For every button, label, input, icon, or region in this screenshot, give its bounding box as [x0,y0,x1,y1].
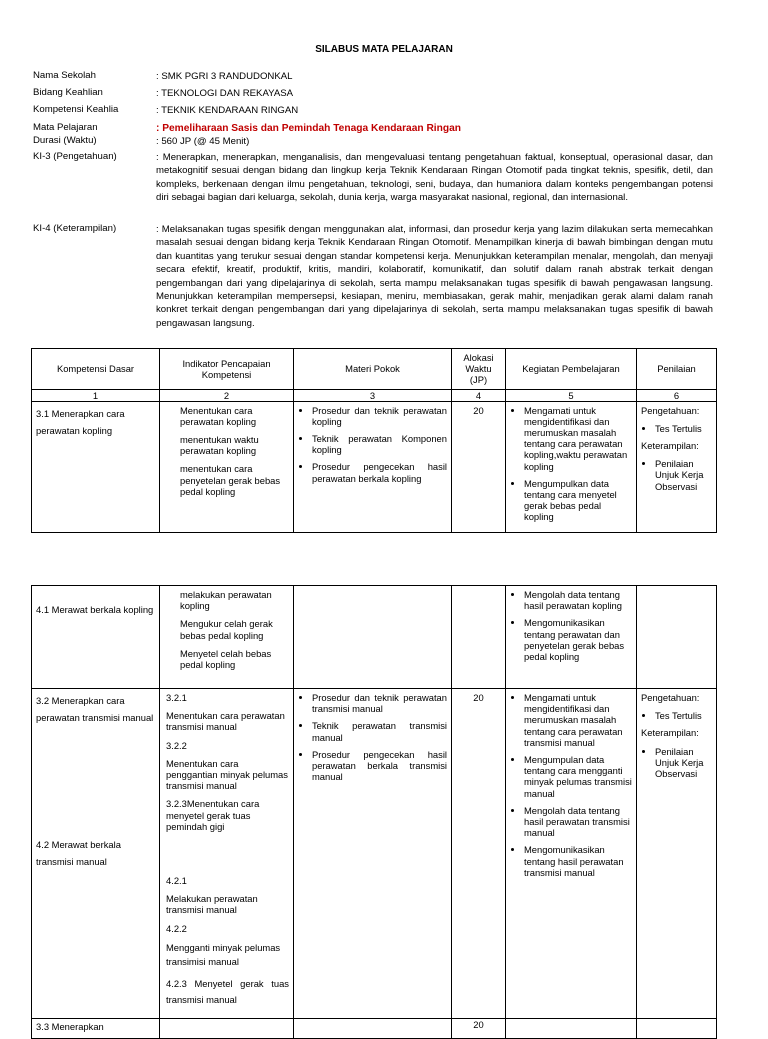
ipk-cell [160,689,294,1019]
ipk-cell [160,1018,294,1038]
kegiatan-item: • Mengumpulkan data tentang cara menyetel gerak bebas pedal kopling [524,478,632,523]
kd-cell [32,586,160,689]
ipk-item: 4.2.1 [166,875,187,887]
penilaian-item: • Penilaian Unjuk Kerja Observasi [655,458,712,492]
document-title: SILABUS MATA PELAJARAN [315,44,453,55]
kegiatan-item: • Mengomunikasikan tentang perawatan dan penyetelan gerak bebas pedal kopling [524,617,632,662]
header-materi-pokok: Materi Pokok [294,349,452,390]
ipk-item: Menentukan cara perawatan kopling [180,404,257,427]
table-header-row [32,349,717,390]
kd-text: 4.1 Merawat berkala kopling [36,604,154,615]
kd-cell: 3.3 Menerapkan [32,1018,160,1038]
kegiatan-item: • Mengamati untuk mengidentifikasi dan merumuskan masalah tentang cara perawatan kopling,waktu perawatan kopling [524,405,632,472]
penilaian-cell [637,689,717,1019]
kegiatan-item: • Mengumpulan data tentang cara mengganti minyak pelumas transmisi manual [524,754,632,799]
penilaian-item: • Tes Tertulis [655,423,712,434]
ipk-item: Mengganti minyak pelumas transimisi manual [166,941,281,967]
info-value: : Menerapkan, menerapkan, menganalisis, dan mengevaluasi tentang pengetahuan faktual, konseptual, operasional dasar, dan metakognitif sesuai dengan bidang dan lingkup kerja Teknik Kendaraan Ringan Otomotif pada tingkat teknis, spesifik, detil, dan kompleks, berkenaan dengan ilmu pengetahuan, teknologi, seni, budaya, dan humaniora dalam konteks pengembangan potensi diri sebagai bagian dari keluarga, sekolah, dunia kerja, warga masyarakat nasional, regional, dan internasional. [156,152,713,204]
ipk-item: 3.2.2 [166,739,187,751]
info-label: Bidang Keahlian [33,87,103,98]
ipk-cell [160,586,294,689]
ipk-cell [160,401,294,532]
penilaian-pengetahuan-label: Pengetahuan: [641,692,700,703]
syllabus-table-2 [31,585,717,1039]
column-number: 2 [160,389,294,401]
info-label: KI-4 (Keterampilan) [33,223,117,234]
ipk-item: menentukan waktu perawatan kopling [180,434,259,457]
header-kegiatan: Kegiatan Pembelajaran [506,349,637,390]
info-value: : 560 JP (@ 45 Menit) [156,136,250,147]
materi-cell [294,586,452,689]
ipk-item: Menyetel celah bebas pedal kopling [180,647,272,671]
table-row [32,401,717,532]
ipk-item: menentukan cara penyetelan gerak bebas pedal kopling [180,463,281,497]
kd-text: 3.1 Menerapkan cara perawatan kopling [36,407,125,436]
table-row [32,1018,717,1038]
materi-item: • Teknik perawatan transmisi manual [312,720,447,742]
ipk-item: Melakukan perawatan transmisi manual [166,893,258,916]
table-row [32,586,717,689]
info-value: : TEKNOLOGI DAN REKAYASA [156,88,294,99]
kd-text: 4.2 Merawat berkala transmisi manual [36,839,121,867]
alokasi-cell: 20 [452,401,506,532]
info-label: Nama Sekolah [33,70,96,81]
info-label: KI-3 (Pengetahuan) [33,151,117,162]
penilaian-keterampilan-label: Keterampilan: [641,727,699,739]
ipk-item: 4.2.2 [166,922,187,934]
column-number: 1 [32,389,160,401]
column-number: 6 [637,389,717,401]
ipk-item: melakukan perawatan kopling [180,589,272,612]
ipk-item: 4.2.3 Menyetel gerak tuas transmisi manual [166,977,289,1005]
kegiatan-item: • Mengomunikasikan tentang hasil perawatan transmisi manual [524,844,632,878]
penilaian-item: • Tes Tertulis [655,710,712,721]
info-label: Durasi (Waktu) [33,135,97,146]
syllabus-table-1 [31,348,717,533]
header-indikator: Indikator Pencapaian Kompetensi [160,349,294,390]
penilaian-item: • Penilaian Unjuk Kerja Observasi [655,746,712,780]
alokasi-cell: 20 [452,689,506,1019]
kegiatan-cell [506,586,637,689]
materi-item: • Prosedur pengecekan hasil perawatan berkala kopling [312,461,447,483]
materi-cell [294,689,452,1019]
penilaian-pengetahuan-label: Pengetahuan: [641,404,700,416]
kegiatan-item: • Mengolah data tentang hasil perawatan kopling [524,589,632,611]
header-alokasi-waktu: Alokasi Waktu (JP) [452,349,506,390]
ipk-item: Menentukan cara penggantian minyak pelumas transmisi manual [166,757,288,792]
table-row [32,689,717,1019]
kegiatan-cell [506,401,637,532]
penilaian-cell [637,1018,717,1038]
info-value: : Melaksanakan tugas spesifik dengan menggunakan alat, informasi, dan prosedur kerja yang lazim dilakukan serta memecahkan masalah sesuai dengan bidang kerja Teknik Kendaraan Ringan Otomotif. Menampilkan kinerja di bawah bimbingan dengan mutu dan kuantitas yang terukur sesuai dengan standar kompetensi kerja. Menunjukkan keterampilan menalar, mengolah, dan menyaji secara efektif, kreatif, produktif, kritis, mandiri, kolaboratif, komunikatif, dan solutif dalam ranah abstrak terkait dengan pengembangan dari yang dipelajarinya di sekolah, serta mampu melaksanakan tugas spesifik di bawah pengawasan langsung. Menunjukkan keterampilan mempersepsi, kesiapan, meniru, membiasakan, gerak mahir, menjadikan gerak alami dalam ranah konkret terkait dengan pengembangan dari yang dipelajarinya di sekolah, serta mampu melaksanakan tugas spesifik di bawah pengawasan langsung. [156,224,713,329]
kegiatan-item: • Mengolah data tentang hasil perawatan transmisi manual [524,805,632,839]
header-kompetensi-dasar: Kompetensi Dasar [32,349,160,390]
info-label: Mata Pelajaran [33,122,98,133]
kegiatan-cell [506,1018,637,1038]
table-number-row [32,389,717,401]
ipk-item: Menentukan cara perawatan transmisi manual [166,710,285,733]
materi-item: • Prosedur pengecekan hasil perawatan berkala transmisi manual [312,749,447,783]
info-label: Kompetensi Keahlia [33,104,119,115]
kd-cell [32,689,160,1019]
column-number: 4 [452,389,506,401]
alokasi-cell [452,586,506,689]
penilaian-cell [637,401,717,532]
alokasi-cell: 20 [452,1018,506,1038]
penilaian-cell [637,586,717,689]
info-value: : TEKNIK KENDARAAN RINGAN [156,105,299,116]
materi-item: • Prosedur dan teknik perawatan transmisi manual [312,692,447,714]
kd-text: 3.2 Menerapkan cara perawatan transmisi manual [36,695,154,723]
kd-cell [32,401,160,532]
penilaian-keterampilan-label: Keterampilan: [641,440,699,452]
header-penilaian: Penilaian [637,349,717,390]
info-value: : Pemeliharaan Sasis dan Pemindah Tenaga Kendaraan Ringan [156,123,461,134]
column-number: 5 [506,389,637,401]
ipk-item: 3.2.3Menentukan cara menyetel gerak tuas pemindah gigi [166,798,260,832]
ipk-item: 3.2.1 [166,692,187,703]
info-value: : SMK PGRI 3 RANDUDONKAL [156,71,293,82]
materi-item: • Prosedur dan teknik perawatan kopling [312,405,447,427]
materi-cell [294,1018,452,1038]
materi-item: • Teknik perawatan Komponen kopling [312,433,447,455]
ipk-item: Mengukur celah gerak bebas pedal kopling [180,618,273,641]
kegiatan-cell [506,689,637,1019]
column-number: 3 [294,389,452,401]
kegiatan-item: • Mengamati untuk mengidentifikasi dan merumuskan masalah tentang cara perawatan transmisi manual [524,692,632,748]
materi-cell [294,401,452,532]
